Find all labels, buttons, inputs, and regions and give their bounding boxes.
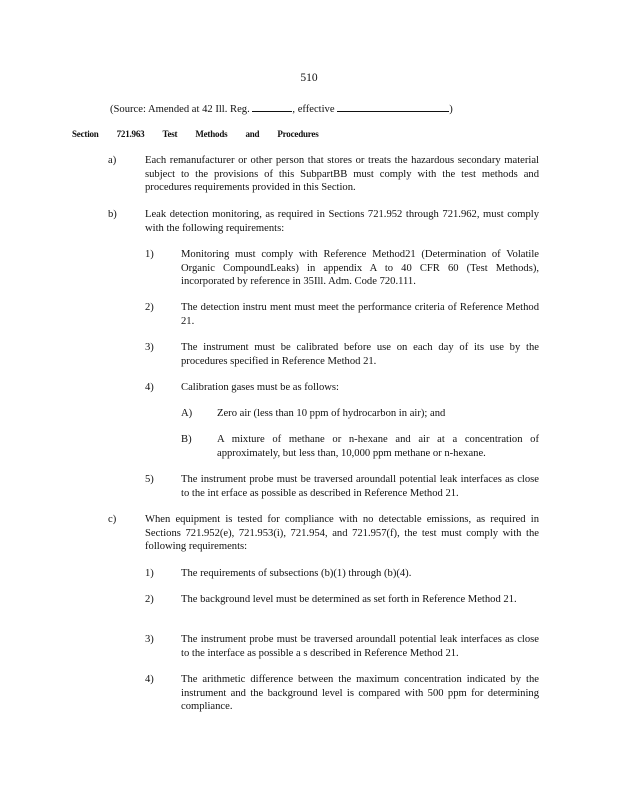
page-number: 510 — [300, 72, 318, 84]
section-title-2: Methods — [195, 129, 228, 139]
b-item-2-label: 2) — [145, 302, 154, 313]
section-number: 721.963 — [116, 129, 145, 139]
source-note — [110, 101, 530, 117]
b-item-2-text: The detection instru ment must meet the performance criteria of Reference Method 21. — [181, 302, 539, 327]
b-item-3-text: The instrument must be calibrated before use on each day of its use by the procedures specified in Reference Method 21. — [181, 342, 539, 367]
subsection-c-label: c) — [108, 514, 117, 525]
b-item-4-text: Calibration gases must be as follows: — [181, 382, 340, 393]
c-item-3-text: The instrument probe must be traversed aroundall potential leak interfaces as close to the interface as possible a s described in Reference Method 21. — [181, 634, 539, 659]
b-item-1-label: 1) — [145, 249, 154, 260]
subsection-b-label: b) — [108, 209, 117, 220]
gas-b-text: A mixture of methane or n-hexane and air at a concentration of approximately, but less than, 10,000 ppm methane or n-hexane. — [217, 434, 539, 459]
c-item-4-text: The arithmetic difference between the maximum concentration indicated by the instrument and the background level is compared with 500 ppm for determining compliance. — [181, 674, 539, 713]
source-middle: , effective — [292, 104, 335, 115]
gas-a-label: A) — [181, 408, 193, 419]
section-heading — [72, 128, 337, 142]
c-item-3-label: 3) — [145, 634, 154, 645]
b-item-1-text: Monitoring must comply with Reference Method21 (Determination of Volatile Organic CompoundLeaks) in appendix A to 40 CFR 60 (Test Methods), incorporated by reference in 35Ill. Adm. Code 720.111. — [181, 249, 539, 288]
gas-b-label: B) — [181, 434, 192, 445]
b-item-3-label: 3) — [145, 342, 154, 353]
subsection-a-label: a) — [108, 155, 117, 166]
section-title-4: Procedures — [277, 129, 319, 139]
source-suffix: ) — [449, 104, 453, 115]
c-item-1-text: The requirements of subsections (b)(1) through (b)(4). — [181, 568, 412, 579]
gas-a-text: Zero air (less than 10 ppm of hydrocarbon in air); and — [217, 408, 446, 419]
source-prefix: (Source: Amended at 42 Ill. Reg. — [110, 104, 250, 115]
effective-blank — [337, 101, 449, 112]
c-item-2-text: The background level must be determined as set forth in Reference Method 21. — [181, 594, 517, 605]
c-item-2-label: 2) — [145, 594, 154, 605]
subsection-b-text: Leak detection monitoring, as required in Sections 721.952 through 721.962, must comply with the following requirements: — [145, 209, 539, 234]
c-item-1-label: 1) — [145, 568, 154, 579]
b-item-5-label: 5) — [145, 474, 154, 485]
b-item-4-label: 4) — [145, 382, 154, 393]
reg-blank — [252, 101, 292, 112]
b-item-5-text: The instrument probe must be traversed aroundall potential leak interfaces as close to the int erface as possible as described in Reference Method 21. — [181, 474, 539, 499]
section-title-1: Test — [162, 129, 178, 139]
section-label: Section — [72, 129, 99, 139]
subsection-a-text: Each remanufacturer or other person that stores or treats the hazardous secondary material subject to the provisions of this SubpartBB must comply with the test methods and procedures requirements provided in this Section. — [145, 155, 539, 194]
section-title-3: and — [245, 129, 260, 139]
c-item-4-label: 4) — [145, 674, 154, 685]
subsection-c-text: When equipment is tested for compliance with no detectable emissions, as required in Sections 721.952(e), 721.953(i), 721.954, and 721.957(f), the test must comply with the following requirements: — [145, 514, 539, 553]
